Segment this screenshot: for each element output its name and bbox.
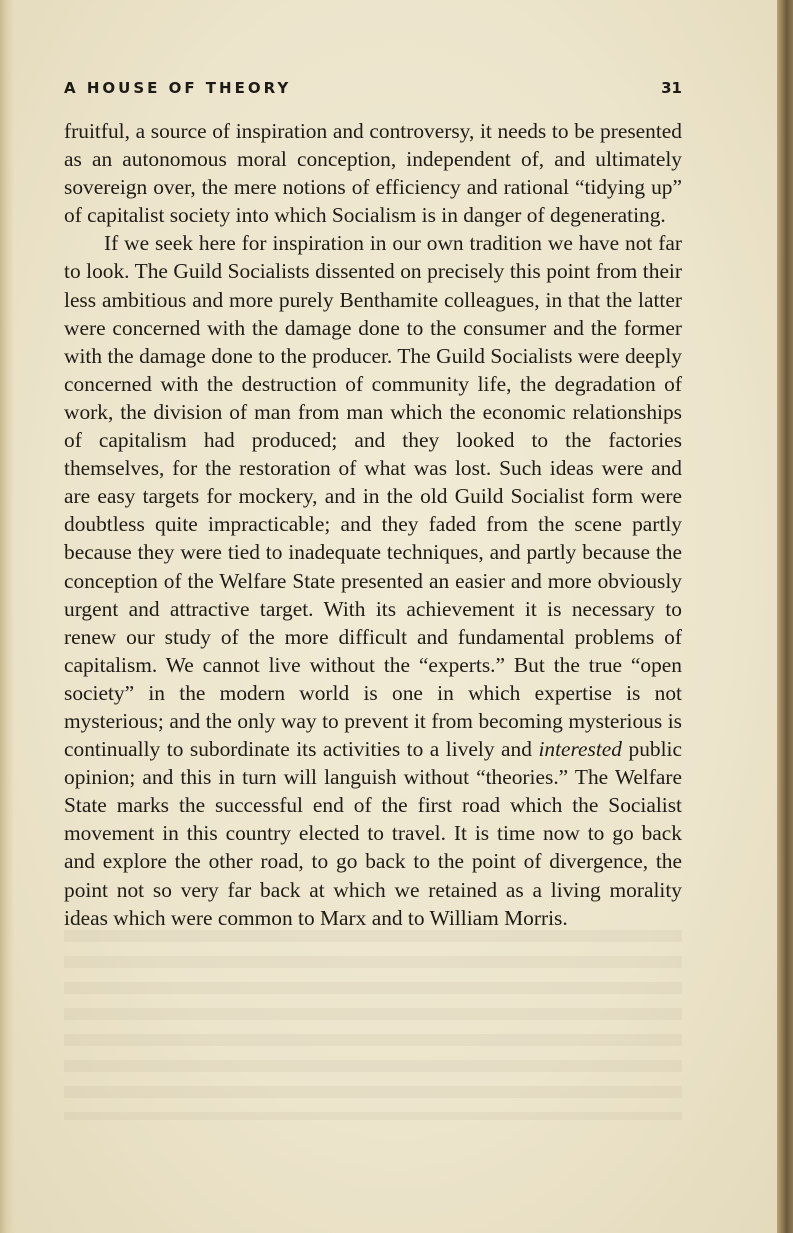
- running-title: A HOUSE OF THEORY: [64, 79, 292, 97]
- paragraph-2: [64, 229, 682, 931]
- paragraph-2-part-1: If we seek here for inspiration in our own tradition we have not far to look. The Guild Socialists dissented on precisely this point from their less ambitious and more purely Benthamite colleagues, in that the latter were concerned with the damage done to the consumer and the former with the damage done to the producer. The Guild Socialists were deeply concerned with the destruction of community life, the degradation of work, the division of man from man which the economic relationships of capitalism had produced; and they looked to the factories themselves, for the restoration of what was lost. Such ideas were and are easy targets for mockery, and in the old Guild Socialist form were doubtless quite impracticable; and they faded from the scene partly because they were tied to inadequate techniques, and partly because the conception of the Welfare State presented an easier and more obviously urgent and attractive target. With its achievement it is necessary to renew our study of the more difficult and fundamental problems of capitalism. We cannot live without the “experts.” But the true “open society” in the modern world is one in which expertise is not mysterious; and the only way to prevent it from becoming mysterious is continually to subordinate its activities to a lively and: [64, 231, 682, 762]
- book-spine: [777, 0, 793, 1233]
- running-header: [64, 79, 682, 101]
- show-through-lines: [64, 930, 682, 1120]
- show-through-from-reverse: [64, 930, 682, 1120]
- paragraph-2-part-2: public opinion; and this in turn will languish without “theories.” The Welfare State marks the successful end of the first road which the Socialist movement in this country elected to travel. It is time now to go back and explore the other road, to go back to the point of divergence, the point not so very far back at which we retained as a living morality ideas which were common to Marx and to William Morris.: [64, 737, 682, 930]
- page-left-edge: [0, 0, 14, 1233]
- page-number: 31: [661, 79, 682, 97]
- emphasis-interested: interested: [538, 737, 622, 762]
- paragraph-1: fruitful, a source of inspiration and controversy, it needs to be presented as an autonomous moral conception, independent of, and ultimately sovereign over, the mere notions of efficiency and rational “tidying up” of capitalist society into which Socialism is in danger of degenerating.: [64, 119, 682, 228]
- body-text: [64, 117, 682, 932]
